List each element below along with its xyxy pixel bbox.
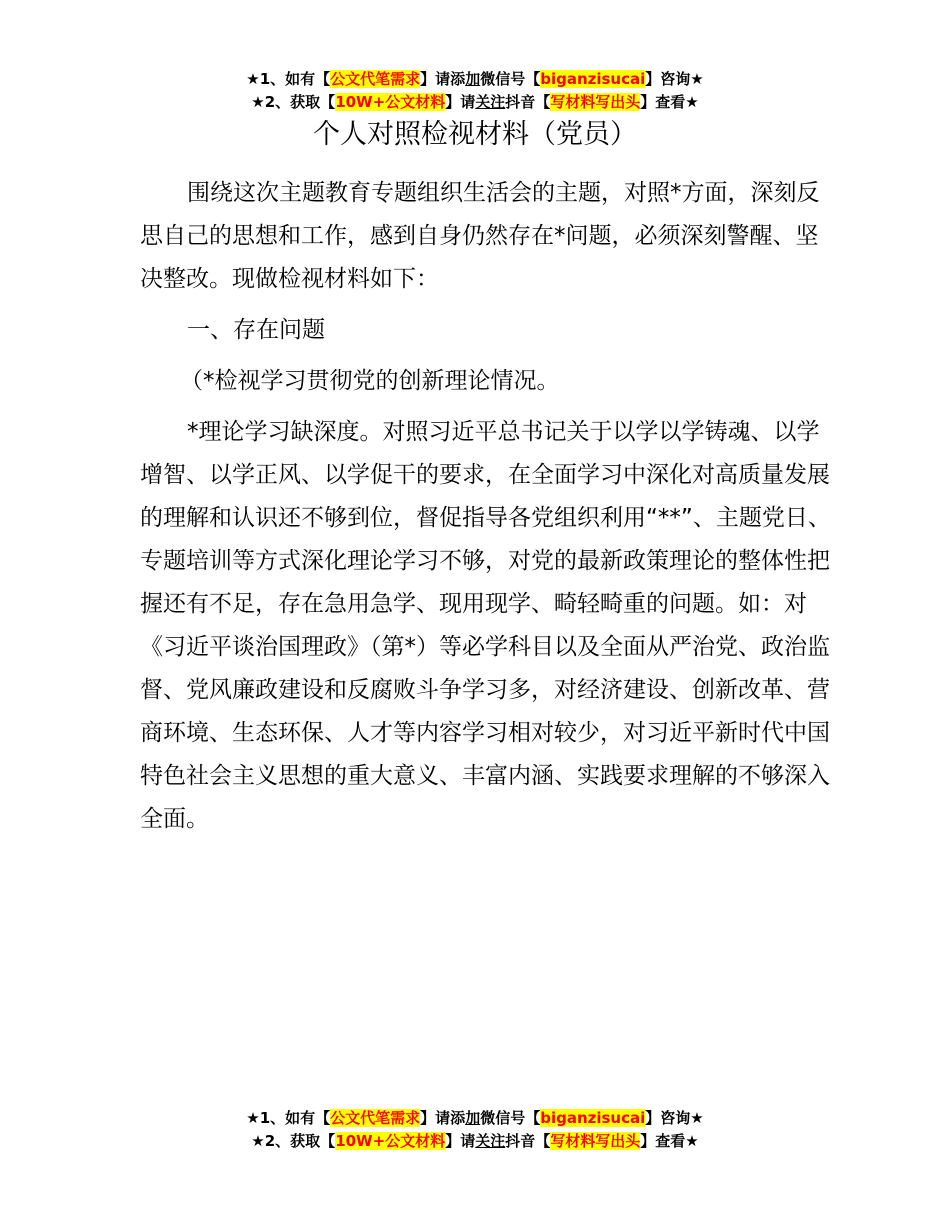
banner-text: ★2、获取【 — [251, 1132, 336, 1150]
banner-underline: 加 — [465, 1109, 481, 1127]
body-paragraph: *理论学习缺深度。对照习近平总书记关于以学以学铸魂、以学增智、以学正风、以学促干的要求，在全面学习中深化对高质量发展的理解和认识还不够到位，督促指导各党组织利用“**”、主题党日、专题培训等方式深化理论学习不够，对党的最新政策理论的整体性把握还有不足，存在急用急学、现用现学、畸轻畸重的问题。如：对《习近平谈治国理政》（第*）等必学科目以及全面从严治党、政治监督、党风廉政建设和反腐败斗争学习多，对经济建设、创新改革、营商环境、生态环保、人才等内容学习相对较少，对习近平新时代中国特色社会主义思想的重大意义、丰富内涵、实践要求理解的不够深入全面。 — [140, 419, 831, 832]
banner-highlight: 写材料写出头 — [550, 93, 641, 111]
footer-banner — [0, 1107, 950, 1153]
banner-line-1 — [0, 1107, 950, 1130]
banner-underline: 加 — [465, 70, 481, 88]
banner-text: 】查看★ — [640, 93, 699, 111]
document-title: 个人对照检视材料（党员） — [313, 119, 637, 150]
banner-text: 】查看★ — [640, 1132, 699, 1150]
banner-text: 微信号【 — [480, 1109, 541, 1127]
banner-text: ★1、如有【 — [246, 70, 331, 88]
banner-line-2 — [0, 91, 950, 114]
banner-underline: 关注 — [475, 1132, 506, 1150]
section-heading: 一、存在问题 — [187, 317, 325, 343]
header-banner — [0, 68, 950, 114]
banner-line-2 — [0, 1130, 950, 1153]
banner-highlight: 10W+公文材料 — [335, 1132, 446, 1150]
banner-text: 抖音【 — [505, 93, 551, 111]
banner-text: ★1、如有【 — [246, 1109, 331, 1127]
banner-text: 微信号【 — [480, 70, 541, 88]
banner-highlight: 公文代笔需求 — [330, 70, 421, 88]
banner-highlight: 写材料写出头 — [550, 1132, 641, 1150]
banner-highlight: biganzisucai — [540, 70, 646, 88]
banner-text: ★2、获取【 — [251, 93, 336, 111]
banner-text: 】请添 — [420, 1109, 466, 1127]
document-body — [140, 172, 840, 849]
intro-paragraph: 围绕这次主题教育专题组织生活会的主题，对照*方面，深刻反思自己的思想和工作，感到自身仍然存在*问题，必须深刻警醒、坚决整改。现做检视材料如下： — [140, 180, 820, 292]
banner-highlight: 10W+公文材料 — [335, 93, 446, 111]
banner-underline: 关注 — [475, 93, 506, 111]
banner-text: 】咨询★ — [645, 70, 704, 88]
banner-text: 】请 — [445, 1132, 476, 1150]
banner-text: 】咨询★ — [645, 1109, 704, 1127]
subsection-heading: （*检视学习贯彻党的创新理论情况。 — [180, 368, 560, 394]
banner-line-1 — [0, 68, 950, 91]
banner-text: 】请 — [445, 93, 476, 111]
banner-text: 抖音【 — [505, 1132, 551, 1150]
banner-highlight: biganzisucai — [540, 1109, 646, 1127]
banner-text: 】请添 — [420, 70, 466, 88]
banner-highlight: 公文代笔需求 — [330, 1109, 421, 1127]
